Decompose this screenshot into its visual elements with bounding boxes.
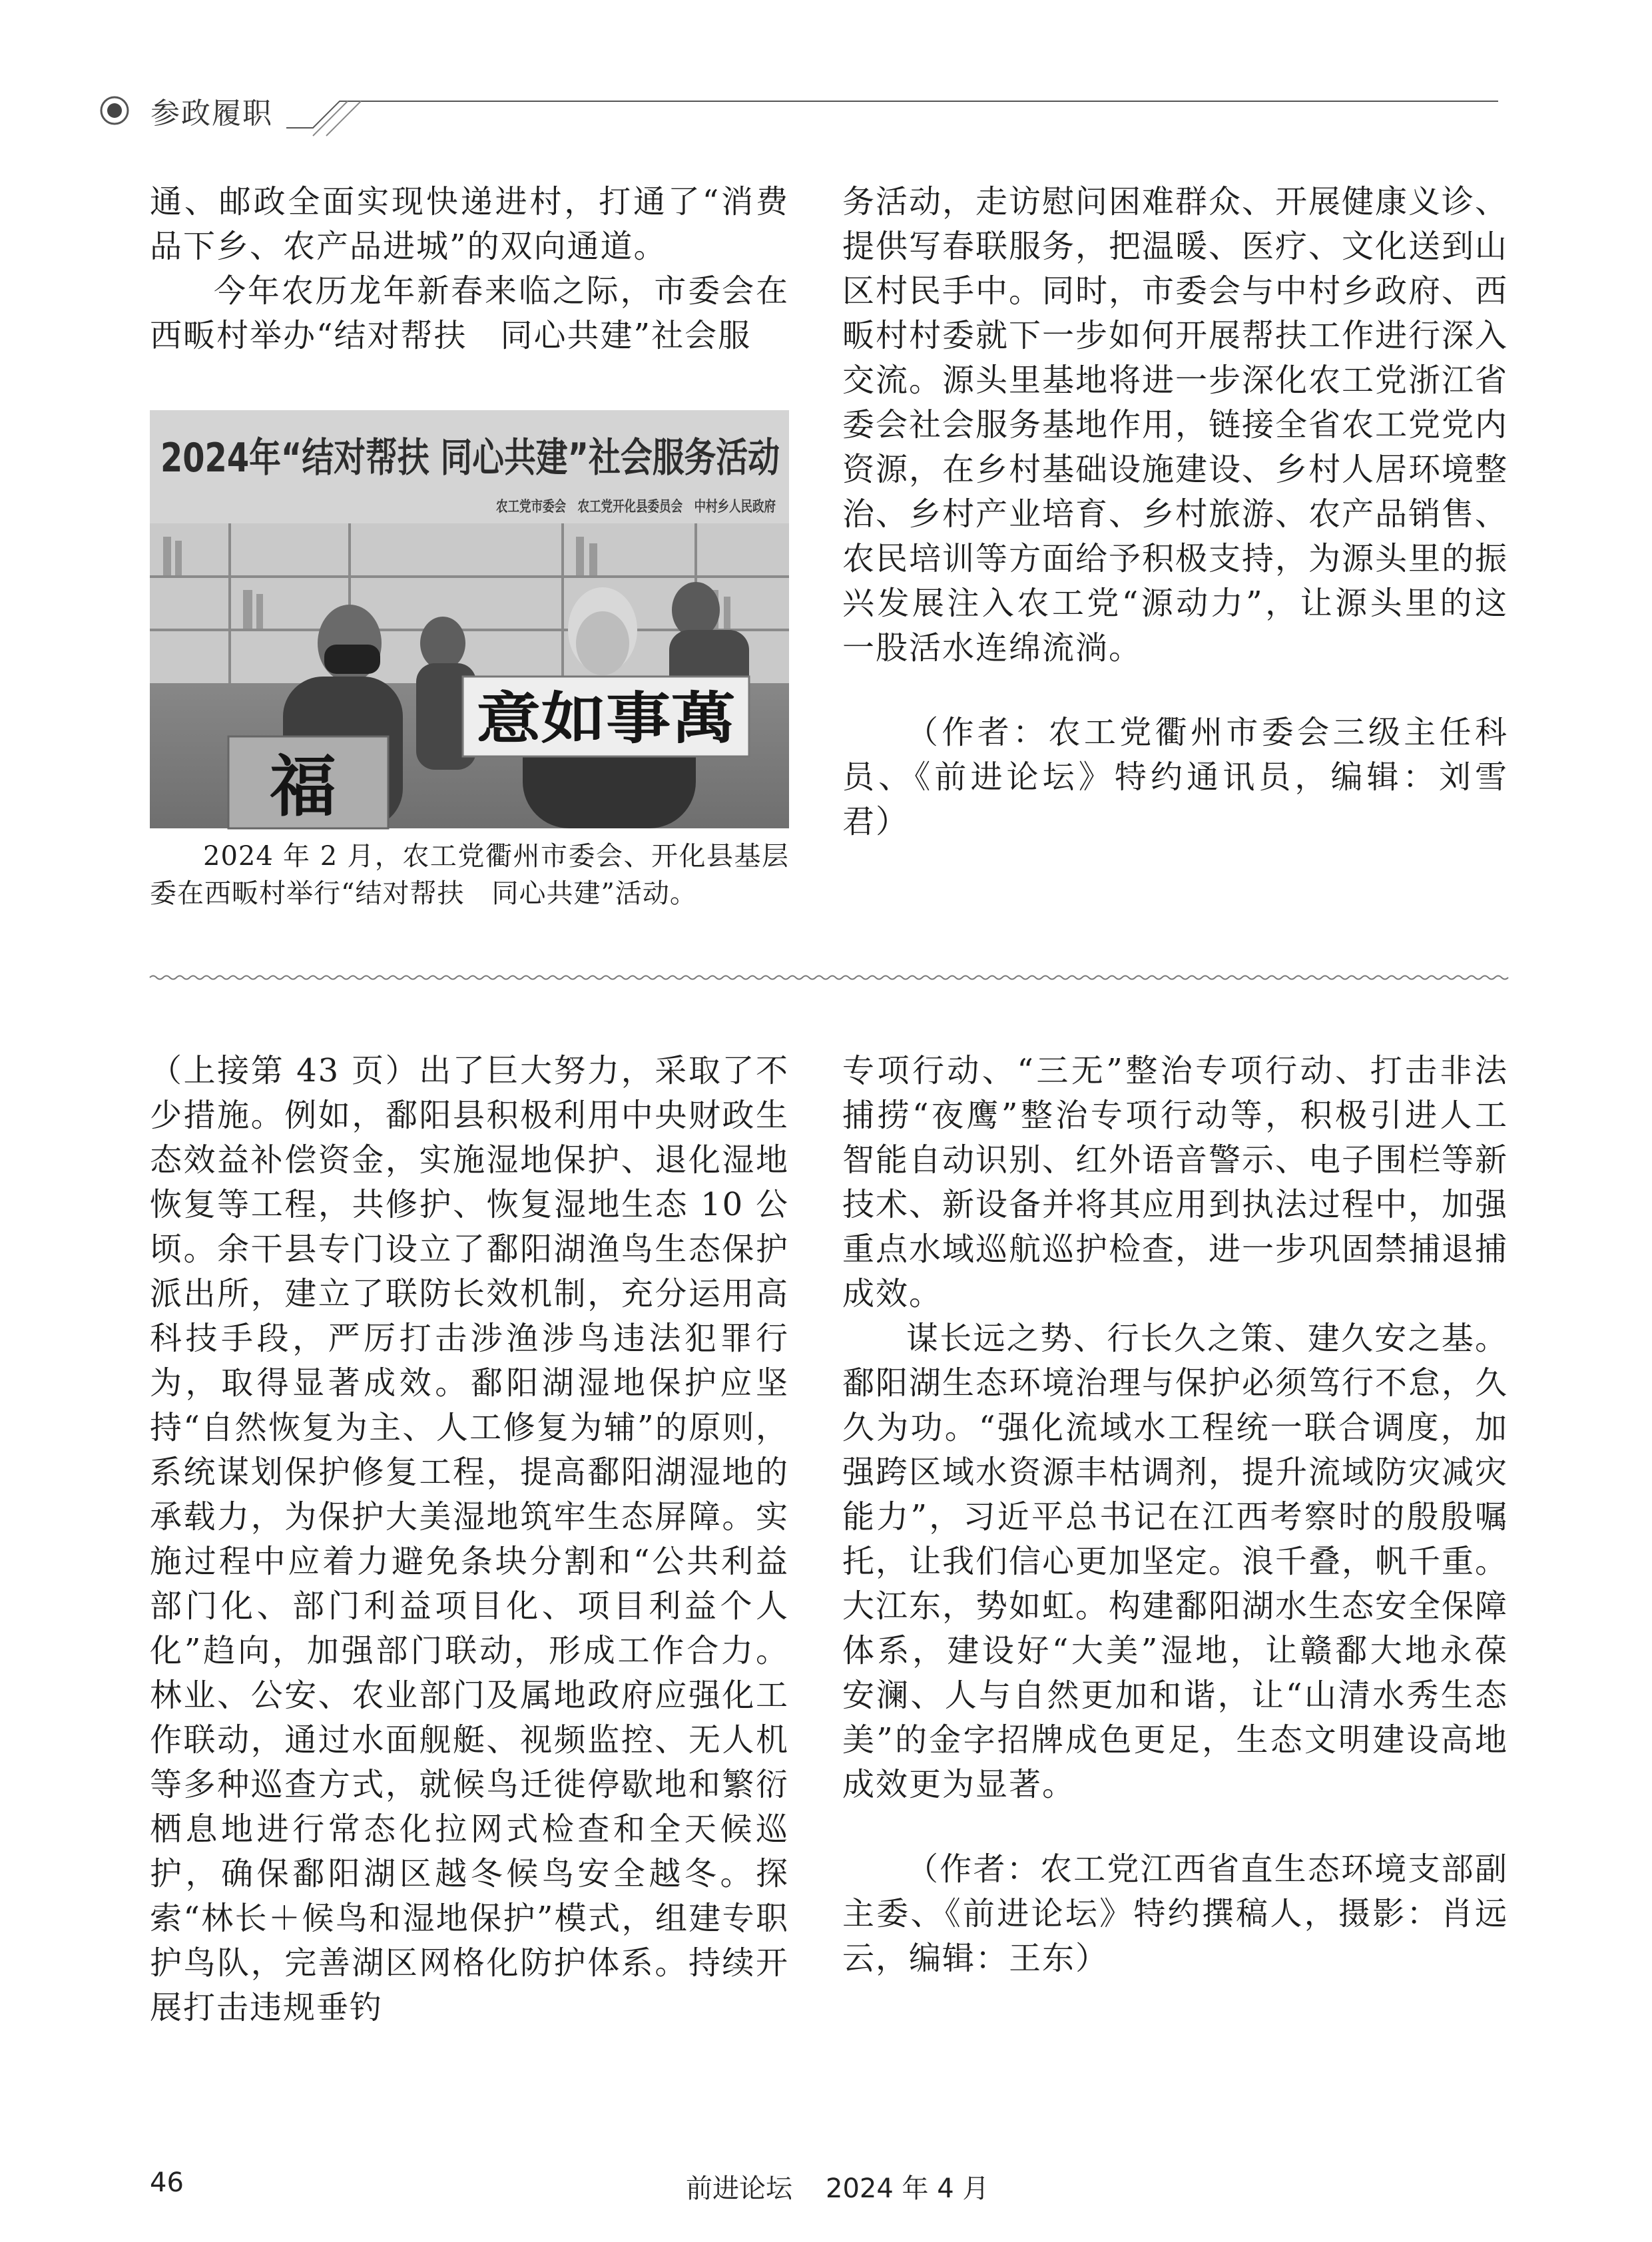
top-right-column xyxy=(842,180,1508,844)
paragraph: 务活动，走访慰问困难群众、开展健康义诊、提供写春联服务，把温暖、医疗、文化送到山区村民手中。同时，市委会与中村乡政府、西畈村村委就下一步如何开展帮扶工作进行深入交流。源头里基地将进一步深化农工党浙江省委会社会服务基地作用，链接全省农工党党内资源，在乡村基础设施建设、乡村人居环境整治、乡村产业培育、乡村旅游、农产品销售、农民培训等方面给予积极支持，为源头里的振兴发展注入农工党“源动力”，让源头里的这一股活水连绵流淌。 xyxy=(842,183,1509,667)
issue-date: 2024 年 4 月 xyxy=(826,2173,989,2204)
section-divider xyxy=(150,974,1508,981)
scroll-calligraphy: 意如事萬 xyxy=(476,685,736,751)
author-credit: （作者：农工党衢州市委会三级主任科员、《前进论坛》特约通讯员，编辑：刘雪君） xyxy=(842,714,1508,840)
author-credit: （作者：农工党江西省直生态环境支部副主委、《前进论坛》特约撰稿人，摄影：肖远云，编辑：王东） xyxy=(842,1850,1508,1977)
fu-calligraphy: 福 xyxy=(270,747,336,826)
section-bullet-icon xyxy=(100,96,129,125)
top-left-column xyxy=(150,180,789,358)
bottom-left-column xyxy=(150,1049,789,2030)
banner-sub-text: 农工党市委会 农工党开化县委员会 中村乡人民政府 xyxy=(496,499,848,515)
event-photo xyxy=(150,410,848,828)
photo-caption xyxy=(150,838,789,912)
page-number: 46 xyxy=(150,2167,184,2198)
page-header xyxy=(100,87,1512,140)
paragraph: 专项行动、“三无”整治专项行动、打击非法捕捞“夜鹰”整治专项行动等，积极引进人工智能自动识别、红外语音警示、电子围栏等新技术、新设备并将其应用到执法过程中，加强重点水域巡航巡护检查，进一步巩固禁捕退捕成效。 xyxy=(842,1052,1509,1312)
bottom-right-column xyxy=(842,1049,1508,1981)
caption-text: 2024 年 2 月，农工党衢州市委会、开化县基层委在西畈村举行“结对帮扶 同心共建”活动。 xyxy=(150,841,789,909)
photo-illustration xyxy=(150,410,848,828)
paragraph: 今年农历龙年新春来临之际，市委会在西畈村举办“结对帮扶 同心共建”社会服 xyxy=(150,272,789,354)
paragraph: 谋长远之势、行长久之策、建久安之基。鄱阳湖生态环境治理与保护必须笃行不怠，久久为功。“强化流域水工程统一联合调度，加强跨区域水资源丰枯调剂，提升流域防灾减灾能力”，习近平总书记在江西考察时的殷殷嘱托，让我们信心更加坚定。浪千叠，帆千重。大江东，势如虹。构建鄱阳湖水生态安全保障体系，建设好“大美”湿地，让赣鄱大地永葆安澜、人与自然更加和谐，让“山清水秀生态美”的金字招牌成色更足，生态文明建设高地成效更为显著。 xyxy=(842,1320,1509,1803)
banner-main-text: 2024年“结对帮扶 同心共建”社会服务活动 xyxy=(160,435,780,481)
journal-name: 前进论坛 xyxy=(686,2173,792,2204)
paragraph: 通、邮政全面实现快递进村，打通了“消费品下乡、农产品进城”的双向通道。 xyxy=(150,183,789,265)
paragraph: （上接第 43 页）出了巨大努力，采取了不少措施。例如，鄱阳县积极利用中央财政生态效益补偿资金，实施湿地保护、退化湿地恢复等工程，共修护、恢复湿地生态 10 公顷。余干县专门设立了鄱阳湖渔鸟生态保护派出所，建立了联防长效机制，充分运用高科技手段，严厉打击涉渔涉鸟违法犯罪行为，取得显著成效。鄱阳湖湿地保护应坚持“自然恢复为主、人工修复为辅”的原则，系统谋划保护修复工程，提高鄱阳湖湿地的承载力，为保护大美湿地筑牢生态屏障。实施过程中应着力避免条块分割和“公共利益部门化、部门利益项目化、项目利益个人化”趋向，加强部门联动，形成工作合力。林业、公安、农业部门及属地政府应强化工作联动，通过水面舰艇、视频监控、无人机等多种巡查方式，就候鸟迁徙停歇地和繁衍栖息地进行常态化拉网式检查和全天候巡护，确保鄱阳湖区越冬候鸟安全越冬。探索“林长＋候鸟和湿地保护”模式，组建专职护鸟队，完善湖区网格化防护体系。持续开展打击违规垂钓 xyxy=(150,1052,789,2026)
header-rule xyxy=(100,87,1512,140)
section-title: 参政履职 xyxy=(150,97,273,131)
